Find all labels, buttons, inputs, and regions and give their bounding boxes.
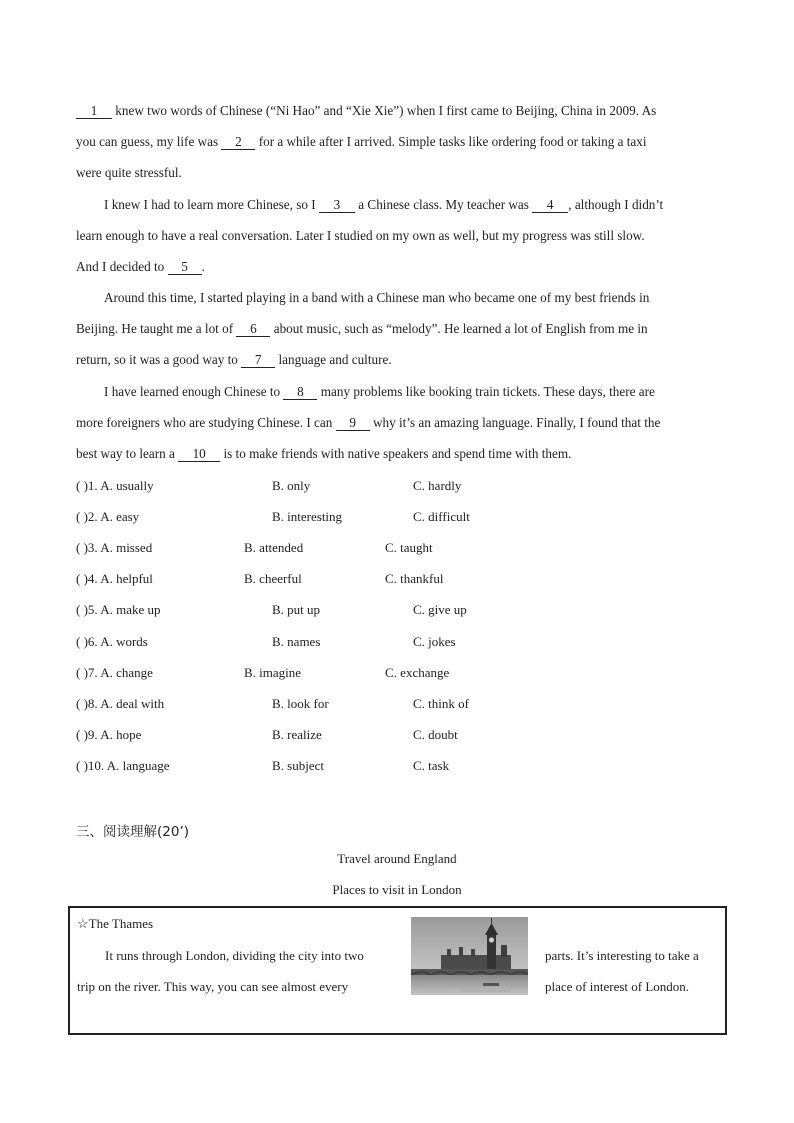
blank-3: 3 bbox=[319, 197, 355, 213]
question-row bbox=[76, 757, 716, 775]
cloze-line: you can guess, my life was 2 for a while after I arrived. Simple tasks like ordering food or taking a taxi bbox=[76, 134, 647, 149]
question-number: ( )5. A. make up bbox=[76, 602, 161, 617]
option-c: C. difficult bbox=[413, 509, 470, 524]
box-text: trip on the river. This way, you can see almost every bbox=[77, 979, 349, 994]
option-c: C. thankful bbox=[385, 571, 444, 586]
blank-8: 8 bbox=[283, 384, 317, 400]
question-number: ( )8. A. deal with bbox=[76, 696, 165, 711]
cloze-line: And I decided to 5 . bbox=[76, 259, 205, 274]
blank-1: 1 bbox=[76, 103, 112, 119]
blank-5: 5 bbox=[168, 259, 202, 275]
option-b: B. subject bbox=[272, 758, 324, 773]
option-c: C. hardly bbox=[413, 478, 462, 493]
option-b: B. cheerful bbox=[244, 571, 302, 586]
question-row bbox=[76, 695, 716, 713]
blank-6: 6 bbox=[236, 321, 270, 337]
question-row bbox=[76, 539, 716, 557]
question-row bbox=[76, 601, 716, 619]
option-c: C. task bbox=[413, 758, 450, 773]
option-b: B. interesting bbox=[272, 509, 343, 524]
option-b: B. names bbox=[272, 634, 321, 649]
question-number: ( )10. A. language bbox=[76, 758, 170, 773]
option-c: C. taught bbox=[385, 540, 433, 555]
option-c: C. jokes bbox=[413, 634, 456, 649]
blank-4: 4 bbox=[532, 197, 568, 213]
option-c: C. give up bbox=[413, 602, 467, 617]
question-number: ( )4. A. helpful bbox=[76, 571, 153, 586]
cloze-line: more foreigners who are studying Chinese. I can 9 why it’s an amazing language. Finally, I found that the bbox=[76, 415, 661, 430]
blank-2: 2 bbox=[221, 134, 255, 150]
question-number: ( )2. A. easy bbox=[76, 509, 140, 524]
question-number: ( )9. A. hope bbox=[76, 727, 142, 742]
option-b: B. look for bbox=[272, 696, 329, 711]
question-row bbox=[76, 508, 716, 526]
box-text: It runs through London, dividing the city into two bbox=[105, 948, 364, 963]
question-row bbox=[76, 664, 716, 682]
reading-title: Travel around England bbox=[337, 851, 457, 866]
option-b: B. attended bbox=[244, 540, 304, 555]
option-b: B. only bbox=[272, 478, 311, 493]
box-heading: ☆The Thames bbox=[77, 916, 154, 931]
box-text: parts. It’s interesting to take a bbox=[545, 948, 699, 963]
cloze-line: Beijing. He taught me a lot of 6 about music, such as “melody”. He learned a lot of English from me in bbox=[76, 321, 648, 336]
cloze-line: I have learned enough Chinese to 8 many problems like booking train tickets. These days, there are bbox=[104, 384, 655, 399]
option-b: B. realize bbox=[272, 727, 322, 742]
cloze-line: best way to learn a 10 is to make friends with native speakers and spend time with them. bbox=[76, 446, 572, 461]
question-row bbox=[76, 633, 716, 651]
cloze-line: return, so it was a good way to 7 language and culture. bbox=[76, 352, 392, 367]
box-text: place of interest of London. bbox=[545, 979, 690, 994]
option-c: C. doubt bbox=[413, 727, 458, 742]
option-c: C. think of bbox=[413, 696, 469, 711]
question-number: ( )7. A. change bbox=[76, 665, 153, 680]
section-title: 三、阅读理解(20’) bbox=[76, 824, 190, 840]
question-row bbox=[76, 570, 716, 588]
cloze-line: were quite stressful. bbox=[76, 165, 182, 180]
blank-7: 7 bbox=[241, 352, 275, 368]
cloze-line: learn enough to have a real conversation. Later I studied on my own as well, but my progress was still slow. bbox=[76, 228, 645, 243]
blank-10: 10 bbox=[178, 446, 220, 462]
info-box bbox=[68, 906, 727, 1035]
option-b: B. imagine bbox=[244, 665, 302, 680]
question-number: ( )6. A. words bbox=[76, 634, 148, 649]
big-ben-photo bbox=[411, 917, 528, 995]
question-row bbox=[76, 477, 716, 495]
cloze-line: Around this time, I started playing in a band with a Chinese man who became one of my best friends in bbox=[104, 290, 650, 305]
reading-subtitle: Places to visit in London bbox=[332, 882, 462, 897]
blank-9: 9 bbox=[336, 415, 370, 431]
option-b: B. put up bbox=[272, 602, 321, 617]
cloze-line: 1 knew two words of Chinese (“Ni Hao” and “Xie Xie”) when I first came to Beijing, China in 2009. As bbox=[76, 102, 656, 120]
question-number: ( )1. A. usually bbox=[76, 478, 154, 493]
option-c: C. exchange bbox=[385, 665, 450, 680]
cloze-line: I knew I had to learn more Chinese, so I 3 a Chinese class. My teacher was 4 , although I didn’t bbox=[104, 197, 664, 212]
question-row bbox=[76, 726, 716, 744]
question-number: ( )3. A. missed bbox=[76, 540, 153, 555]
